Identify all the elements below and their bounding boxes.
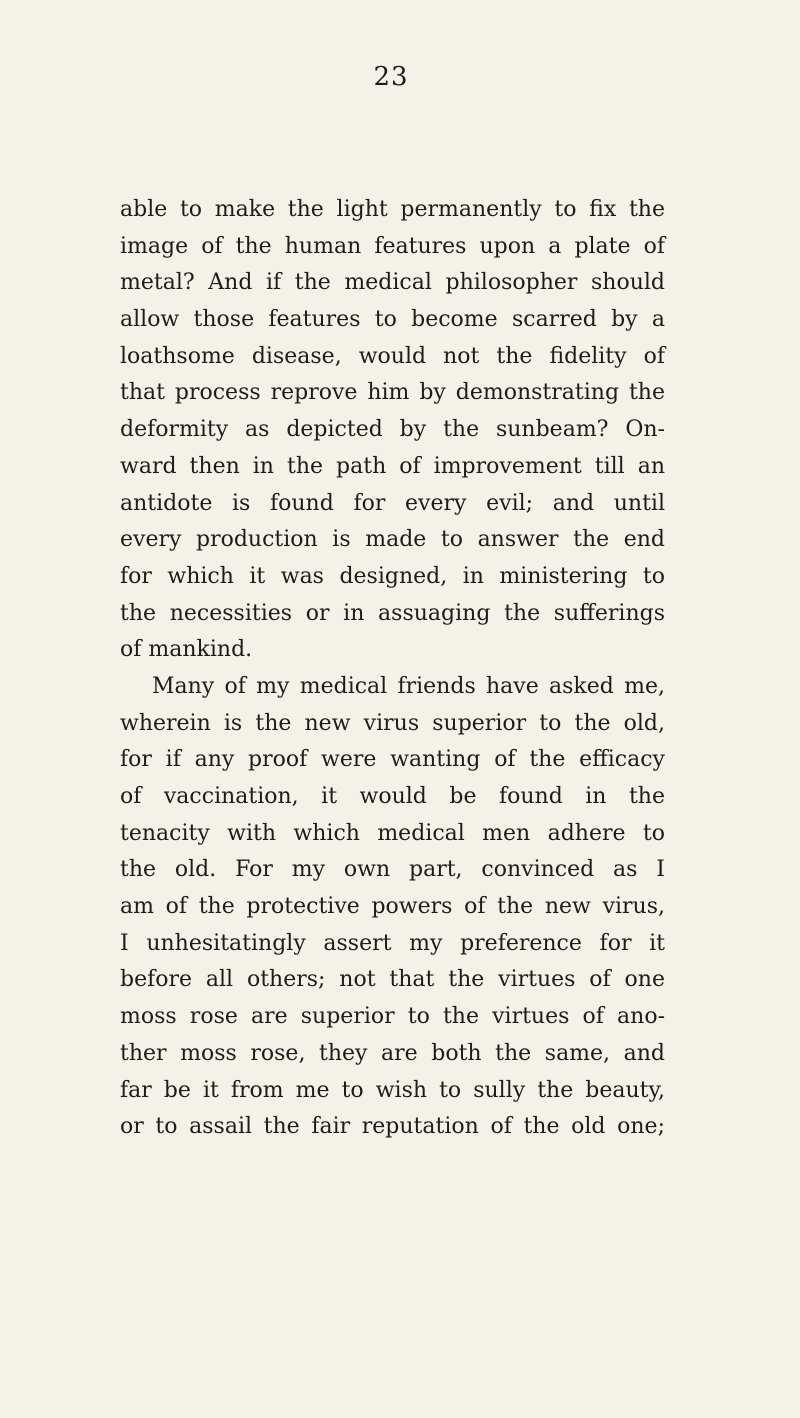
text-line: wherein is the new virus superior to the old, [120,710,665,736]
text-line: every production is made to answer the end [120,527,665,553]
text-line: far be it from me to wish to sully the beauty, [120,1077,665,1103]
text-line: Many of my medical friends have asked me, [152,673,665,699]
text-line: ther moss rose, they are both the same, and [120,1040,665,1066]
text-line: for which it was designed, in ministering to [120,563,665,589]
text-line: that process reprove him by demonstrating the [120,380,665,406]
text-line: deformity as depicted by the sunbeam? On- [120,417,665,443]
text-line: the necessities or in assuaging the sufferings [120,600,665,626]
text-line: of vaccination, it would be found in the [120,784,665,809]
text-line: loathsome disease, would not the fidelity of [120,343,665,369]
text-line: antidote is found for every evil; and until [120,490,665,516]
text-line: the old. For my own part, convinced as I [120,857,665,883]
paragraph-1 [120,192,665,669]
text-line: tenacity with which medical men adhere to [120,820,665,846]
text-line: image of the human features upon a plate of [120,233,665,259]
text-line: for if any proof were wanting of the efficacy [120,747,665,773]
text-line: able to make the light permanently to fix the [120,197,665,222]
body-text [120,192,665,1146]
text-line: I unhesitatingly assert my preference for it [120,930,665,956]
page-number: 23 [373,62,409,92]
text-line: am of the protective powers of the new virus, [120,894,665,920]
text-line: moss rose are superior to the virtues of ano- [120,1004,665,1030]
text-line: of mankind. [120,637,253,663]
text-line: before all others; not that the virtues of one [120,967,665,993]
text-line: metal? And if the medical philosopher should [120,270,665,296]
text-line: or to assail the fair reputation of the old one; [120,1114,665,1140]
text-line: ward then in the path of improvement till an [120,453,665,479]
paragraph-2 [120,669,665,1146]
text-line: allow those features to become scarred by a [120,307,665,333]
